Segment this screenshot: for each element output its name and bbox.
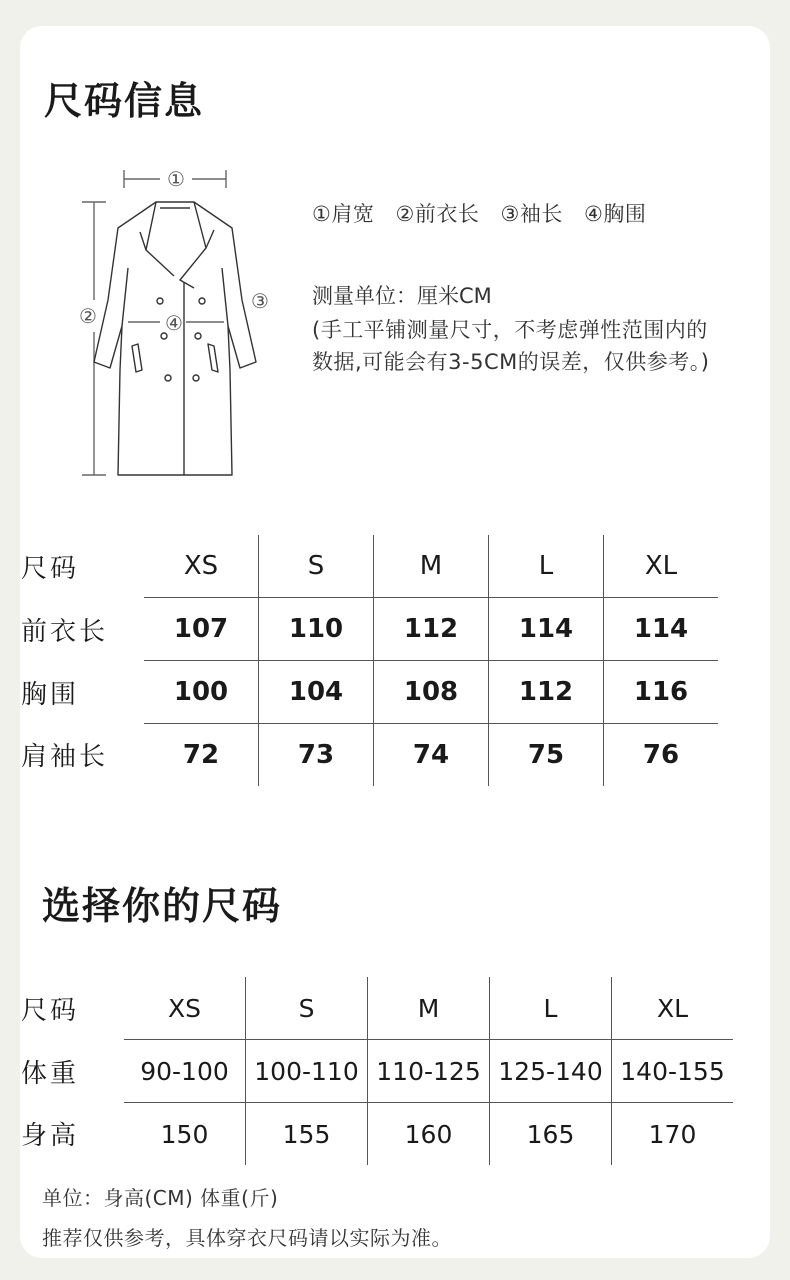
marker-1: ① (167, 167, 185, 191)
rec-header-label: 尺码 (21, 995, 80, 1026)
marker-2: ② (79, 304, 97, 328)
table-cell: 110 (259, 598, 374, 661)
size-table (20, 535, 718, 786)
legend-front-length: ②前衣长 (395, 202, 480, 226)
table-cell: 140-155 (612, 1040, 734, 1103)
measurement-unit: 测量单位：厘米CM (312, 284, 492, 308)
size-col-xl: XL (604, 535, 719, 598)
rec-table-header-row (20, 977, 733, 1040)
table-cell: 112 (489, 661, 604, 724)
row-label-sleeve-length: 肩袖长 (21, 742, 109, 773)
row-label-front-length: 前衣长 (21, 616, 109, 647)
row-label-weight: 体重 (21, 1058, 80, 1089)
rec-col-m: M (368, 977, 490, 1040)
rec-col-s: S (246, 977, 368, 1040)
rec-col-xl: XL (612, 977, 734, 1040)
table-cell: 150 (124, 1103, 246, 1166)
measurement-note: (手工平铺测量尺寸，不考虑弹性范围内的数据,可能会有3-5CM的误差，仅供参考。) (312, 318, 710, 374)
size-col-m: M (374, 535, 489, 598)
size-info-title: 尺码信息 (44, 79, 205, 123)
table-cell: 125-140 (490, 1040, 612, 1103)
legend-sleeve: ③袖长 (500, 202, 563, 226)
size-col-xs: XS (144, 535, 259, 598)
table-cell: 116 (604, 661, 719, 724)
table-cell: 72 (144, 724, 259, 787)
size-col-l: L (489, 535, 604, 598)
table-cell: 114 (604, 598, 719, 661)
size-header-label: 尺码 (21, 553, 80, 584)
table-cell: 74 (374, 724, 489, 787)
table-cell: 75 (489, 724, 604, 787)
table-cell: 90-100 (124, 1040, 246, 1103)
marker-3: ③ (251, 289, 269, 313)
rec-col-l: L (490, 977, 612, 1040)
size-col-s: S (259, 535, 374, 598)
table-cell: 112 (374, 598, 489, 661)
size-recommendation-table (20, 977, 733, 1165)
legend-shoulder: ①肩宽 (312, 202, 375, 226)
table-cell: 100 (144, 661, 259, 724)
table-row (20, 724, 718, 787)
table-cell: 107 (144, 598, 259, 661)
table-cell: 155 (246, 1103, 368, 1166)
rec-col-xs: XS (124, 977, 246, 1040)
measurement-legend (312, 198, 660, 228)
row-label-height: 身高 (21, 1121, 80, 1152)
table-cell: 165 (490, 1103, 612, 1166)
table-cell: 170 (648, 1119, 697, 1149)
table-cell: 110-125 (368, 1040, 490, 1103)
table-row (20, 661, 718, 724)
size-table-header-row (20, 535, 718, 598)
table-cell: 108 (374, 661, 489, 724)
coat-measurement-diagram (56, 150, 276, 490)
table-cell: 76 (642, 740, 680, 770)
choose-size-title: 选择你的尺码 (42, 884, 283, 928)
table-row (20, 1103, 733, 1166)
row-label-chest: 胸围 (21, 679, 80, 710)
table-cell: 114 (489, 598, 604, 661)
table-cell: 73 (259, 724, 374, 787)
marker-4: ④ (165, 311, 183, 335)
legend-chest: ④胸围 (584, 202, 647, 226)
table-row (20, 1040, 733, 1103)
table-row (20, 598, 718, 661)
table-cell: 100-110 (246, 1040, 368, 1103)
table-cell: 160 (368, 1103, 490, 1166)
unit-footnote: 单位：身高(CM) 体重(斤) (42, 1186, 279, 1210)
table-cell: 104 (259, 661, 374, 724)
reference-footnote: 推荐仅供参考，具体穿衣尺码请以实际为准。 (42, 1226, 452, 1250)
